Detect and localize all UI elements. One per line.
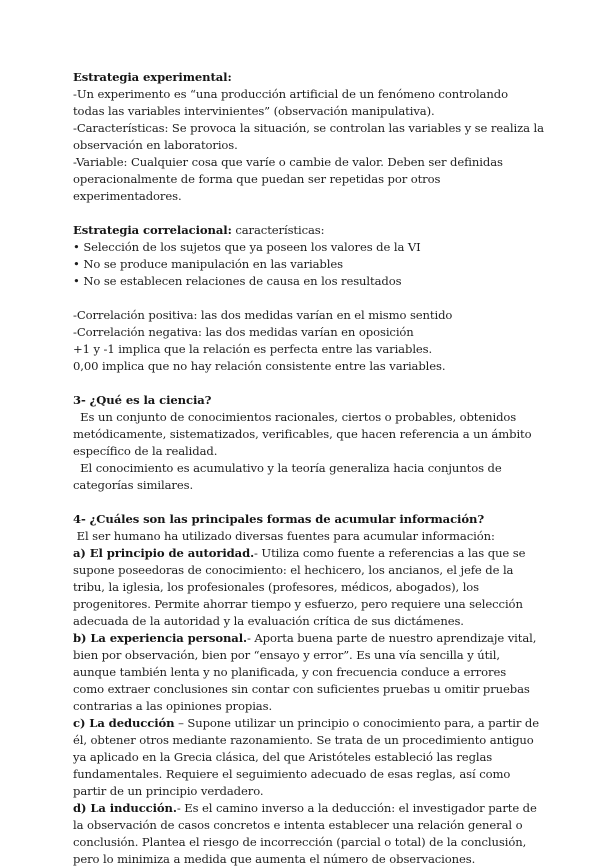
experimental-line: operacionalmente de forma que puedan ser repetidas por otros — [73, 172, 441, 186]
ciencia-heading: 3- ¿Qué es la ciencia? — [73, 393, 212, 407]
section-experimental — [73, 69, 573, 205]
ciencia-line: metódicamente, sistematizados, verificables, que hacen referencia a un ámbito — [73, 427, 532, 441]
experimental-line: experimentadores. — [73, 189, 182, 203]
experimental-line: observación en laboratorios. — [73, 138, 238, 152]
section-ciencia — [73, 392, 573, 494]
formas-a-line: progenitores. Permite ahorrar tiempo y esfuerzo, pero requiere una selección — [73, 597, 523, 611]
section-correlacional — [73, 222, 573, 375]
correlacional-bullet: • Selección de los sujetos que ya poseen los valores de la VI — [73, 240, 421, 254]
formas-d-first-line: d) La inducción.- Es el camino inverso a la deducción: el investigador parte de — [73, 801, 537, 815]
ciencia-line: específico de la realidad. — [73, 444, 218, 458]
experimental-line: -Un experimento es “una producción artificial de un fenómeno controlando — [73, 87, 508, 101]
formas-a-first-line: a) El principio de autoridad.- Utiliza como fuente a referencias a las que se — [73, 546, 526, 560]
formas-b-line: como extraer conclusiones sin contar con suficientes pruebas u omitir pruebas — [73, 682, 530, 696]
ciencia-line: El conocimiento es acumulativo y la teoría generaliza hacia conjuntos de — [73, 461, 502, 475]
ciencia-line: categorías similares. — [73, 478, 194, 492]
formas-a-line: adecuada de la autoridad y la evaluación crítica de sus dictámenes. — [73, 614, 464, 628]
formas-c-line: él, obtener otros mediante razonamiento. Se trata de un procedimiento antiguo — [73, 733, 534, 747]
formas-c-line: ya aplicado en la Grecia clásica, del que Aristóteles estableció las reglas — [73, 750, 493, 764]
ciencia-line: Es un conjunto de conocimientos racionales, ciertos o probables, obtenidos — [73, 410, 517, 424]
correlacional-bullet: • No se establecen relaciones de causa en los resultados — [73, 274, 402, 288]
formas-c-line: partir de un principio verdadero. — [73, 784, 264, 798]
experimental-line: -Variable: Cualquier cosa que varíe o cambie de valor. Deben ser definidas — [73, 155, 503, 169]
formas-c-first-line: c) La deducción – Supone utilizar un principio o conocimiento para, a partir de — [73, 716, 539, 730]
formas-d-line: pero lo minimiza a medida que aumenta el número de observaciones. — [73, 852, 476, 866]
formas-d-line: la observación de casos concretos e intenta establecer una relación general o — [73, 818, 523, 832]
formas-a-line: supone poseedoras de conocimiento: el hechicero, los ancianos, el jefe de la — [73, 563, 514, 577]
experimental-heading: Estrategia experimental: — [73, 70, 232, 84]
formas-a-line: tribu, la iglesia, los profesionales (profesores, médicos, abogados), los — [73, 580, 480, 594]
correlacional-heading: Estrategia correlacional: características: — [73, 223, 325, 237]
experimental-line: todas las variables intervinientes” (observación manipulativa). — [73, 104, 435, 118]
correlacional-line: 0,00 implica que no hay relación consistente entre las variables. — [73, 359, 446, 373]
correlacional-line: -Correlación negativa: las dos medidas varían en oposición — [73, 325, 414, 339]
formas-b-line: aunque también lenta y no planificada, y con frecuencia conduce a errores — [73, 665, 507, 679]
formas-c-line: fundamentales. Requiere el seguimiento adecuado de esas reglas, así como — [73, 767, 511, 781]
formas-b-first-line: b) La experiencia personal.- Aporta buena parte de nuestro aprendizaje vital, — [73, 631, 537, 645]
formas-d-line: conclusión. Plantea el riesgo de incorrección (parcial o total) de la conclusión, — [73, 835, 527, 849]
section-formas — [73, 511, 573, 868]
correlacional-line: -Correlación positiva: las dos medidas varían en el mismo sentido — [73, 308, 453, 322]
document-page — [73, 69, 573, 868]
formas-b-line: contrarias a las opiniones propias. — [73, 699, 273, 713]
experimental-line: -Características: Se provoca la situación, se controlan las variables y se realiza la — [73, 121, 544, 135]
formas-b-line: bien por observación, bien por “ensayo y error”. Es una vía sencilla y útil, — [73, 648, 500, 662]
formas-intro: El ser humano ha utilizado diversas fuentes para acumular información: — [73, 529, 495, 543]
correlacional-bullet: • No se produce manipulación en las variables — [73, 257, 343, 271]
formas-heading: 4- ¿Cuáles son las principales formas de acumular información? — [73, 512, 485, 526]
correlacional-line: +1 y -1 implica que la relación es perfecta entre las variables. — [73, 342, 433, 356]
